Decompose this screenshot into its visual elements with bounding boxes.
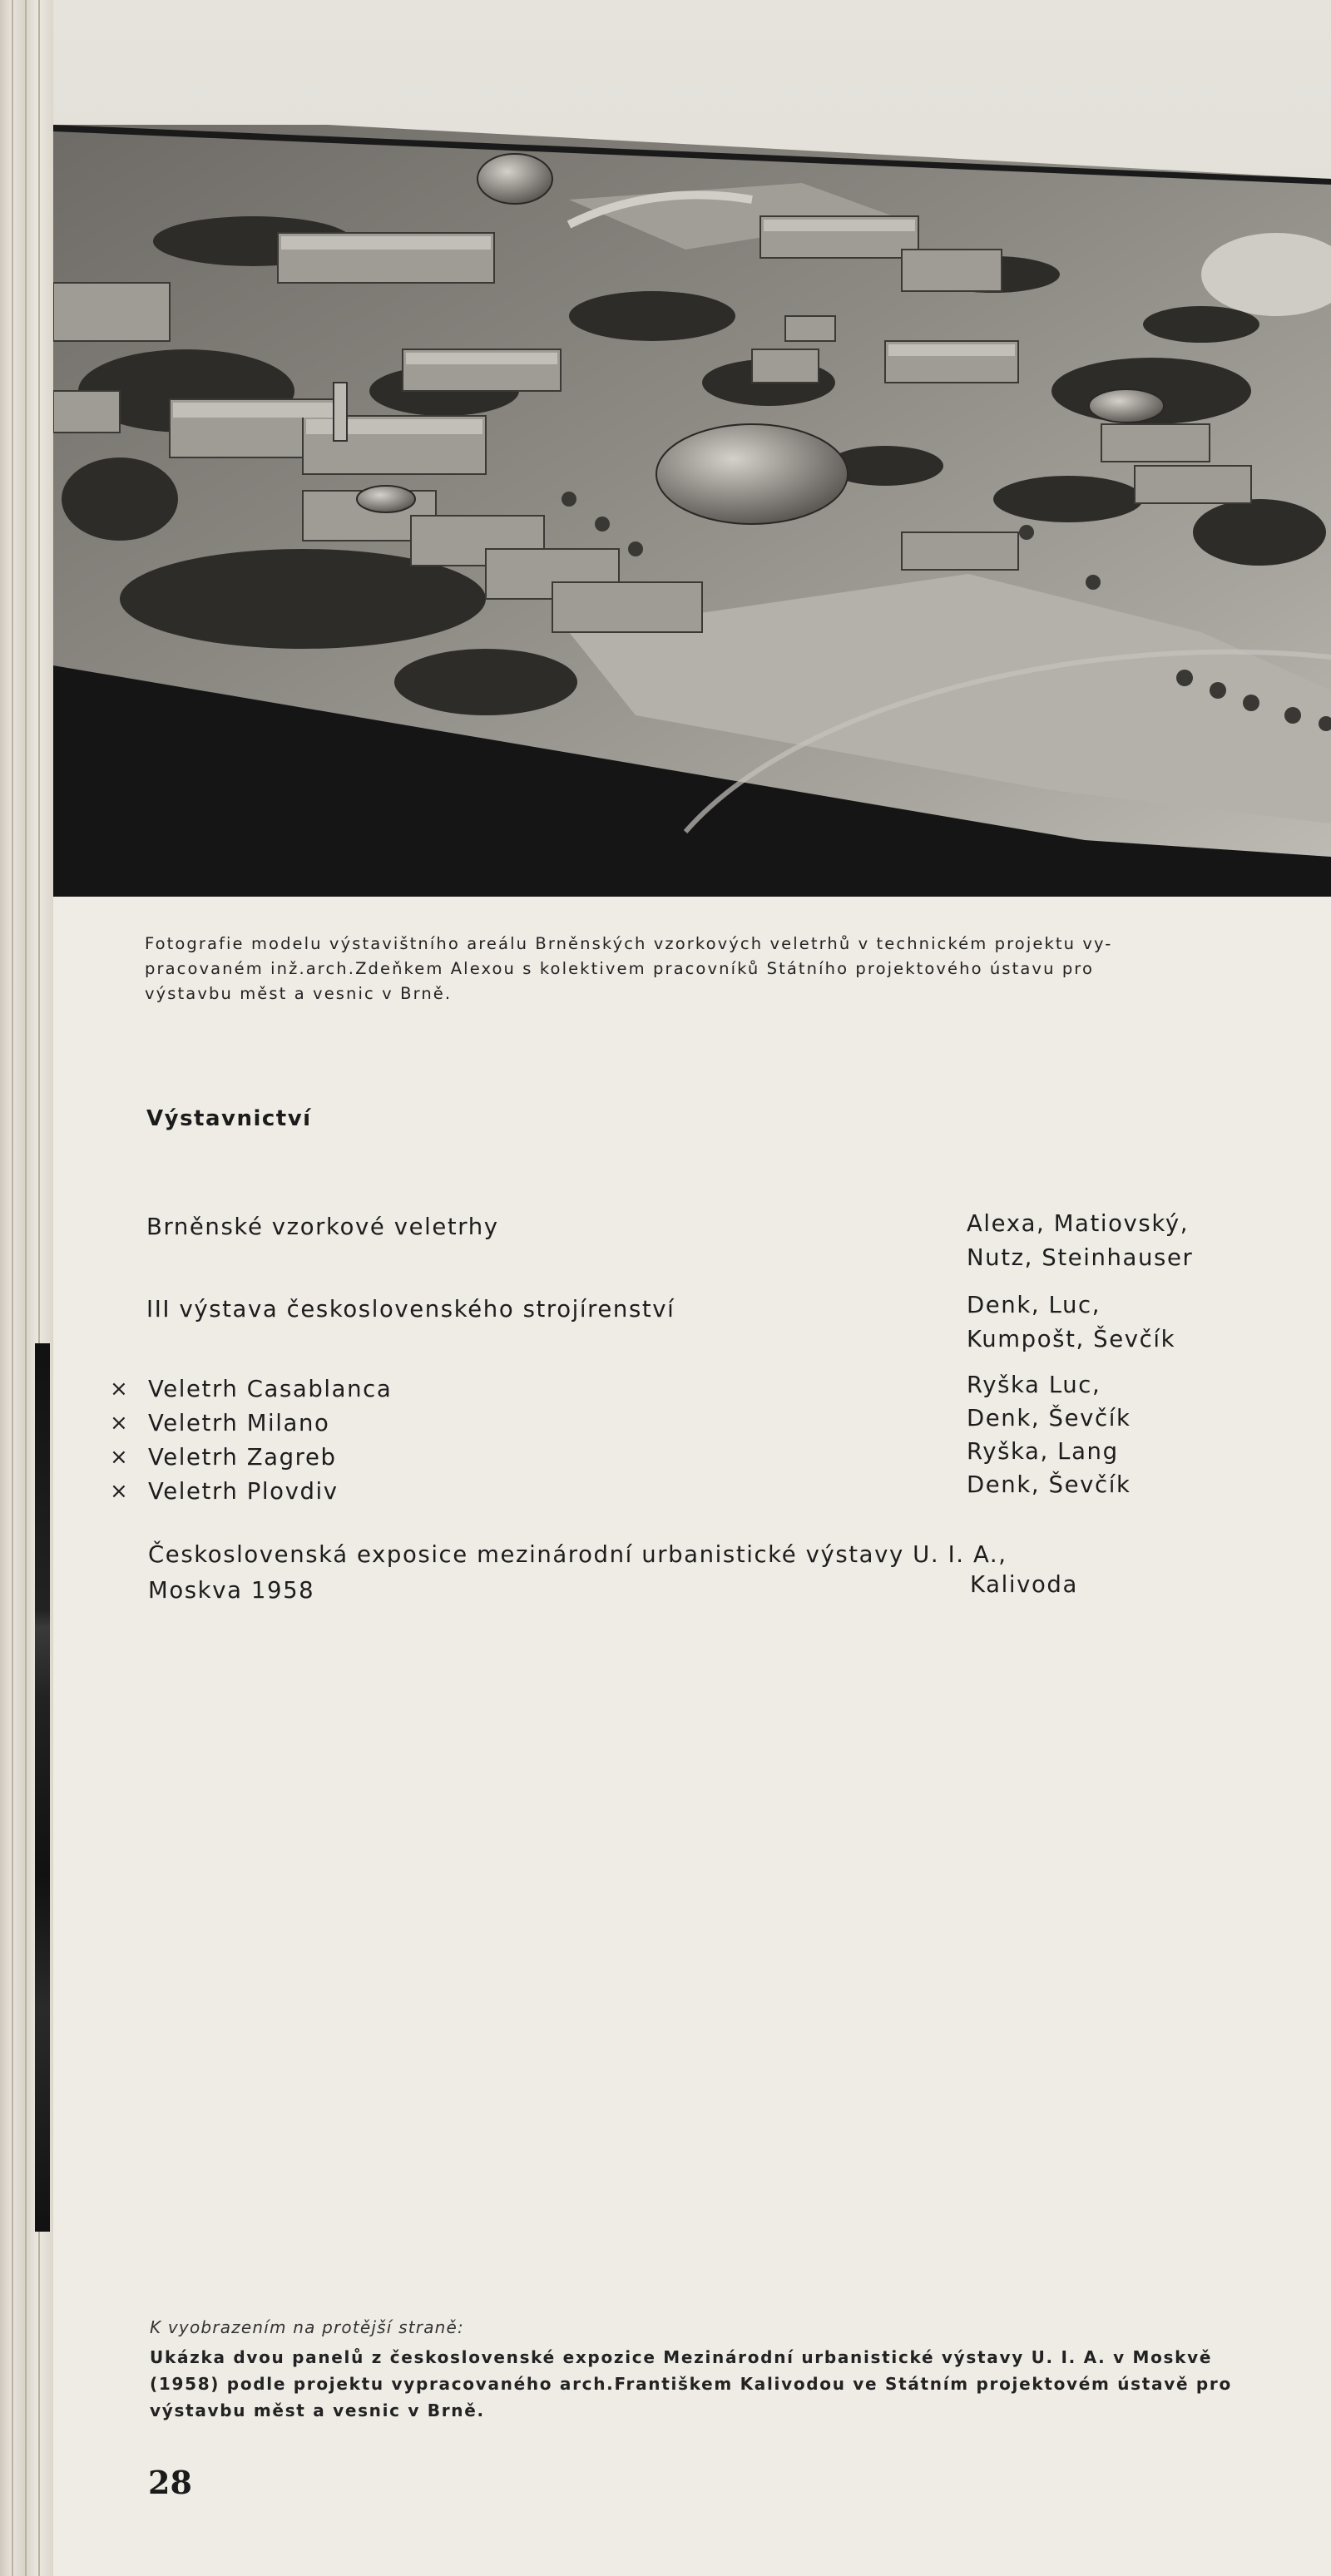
fair-title: Veletrh Casablanca: [148, 1376, 393, 1402]
cross-marker-icon: ×: [110, 1377, 130, 1402]
entry-authors: Denk, Luc,: [967, 1292, 1101, 1318]
exposition-location: Moskva 1958: [148, 1577, 315, 1604]
fair-authors: Ryška Luc,: [967, 1372, 1101, 1398]
fair-item: [110, 1372, 393, 1407]
entry-authors: Kumpošt, Ševčík: [967, 1326, 1176, 1352]
fair-title: Veletrh Milano: [148, 1410, 330, 1436]
section-heading: Výstavnictví: [146, 1106, 312, 1131]
fair-title: Veletrh Zagreb: [148, 1444, 337, 1471]
entry-title: Brněnské vzorkové veletrhy: [146, 1214, 499, 1240]
note-line: (1958) podle projektu vypracovaného arch.Františkem Kalivodou ve Státním projektovém ústavě pro: [150, 2374, 1232, 2394]
fair-item: [110, 1475, 339, 1509]
fair-item: [110, 1441, 337, 1475]
caption-line: pracovaném inž.arch.Zdeňkem Alexou s kolektivem pracovníků Státního projektového ústavu pro: [145, 959, 1095, 978]
entry-authors: Nutz, Steinhauser: [967, 1244, 1194, 1271]
fair-item: [110, 1407, 330, 1441]
exhibition-model-photo: [53, 0, 1331, 897]
photo-caption: [145, 932, 1195, 1006]
cross-marker-icon: ×: [110, 1411, 130, 1436]
exposition-authors: Kalivoda: [970, 1571, 1078, 1598]
exposition-title: Československá exposice mezinárodní urbanistické výstavy U. I. A.,: [148, 1541, 1007, 1568]
facing-page-edge: [35, 1343, 50, 2232]
page-number: 28: [148, 2464, 192, 2501]
caption-line: Fotografie modelu výstavištního areálu Brněnských vzorkových veletrhů v technickém projektu vy-: [145, 934, 1113, 953]
cross-marker-icon: ×: [110, 1445, 130, 1470]
note-line: výstavbu měst a vesnic v Brně.: [150, 2400, 485, 2420]
fair-authors: Denk, Ševčík: [967, 1405, 1131, 1431]
entry-title: III výstava československého strojírenství: [146, 1296, 675, 1323]
fair-authors: Denk, Ševčík: [967, 1471, 1131, 1498]
note-line: Ukázka dvou panelů z československé expozice Mezinárodní urbanistické výstavy U. I. A. v Moskvě: [150, 2347, 1213, 2367]
caption-line: výstavbu měst a vesnic v Brně.: [145, 984, 453, 1003]
note-label: K vyobrazením na protější straně:: [150, 2317, 464, 2337]
fair-title: Veletrh Plovdiv: [148, 1478, 339, 1505]
note-text: [150, 2344, 1232, 2424]
fair-authors: Ryška, Lang: [967, 1438, 1119, 1465]
cross-marker-icon: ×: [110, 1479, 130, 1504]
entry-authors: Alexa, Matiovský,: [967, 1210, 1190, 1237]
